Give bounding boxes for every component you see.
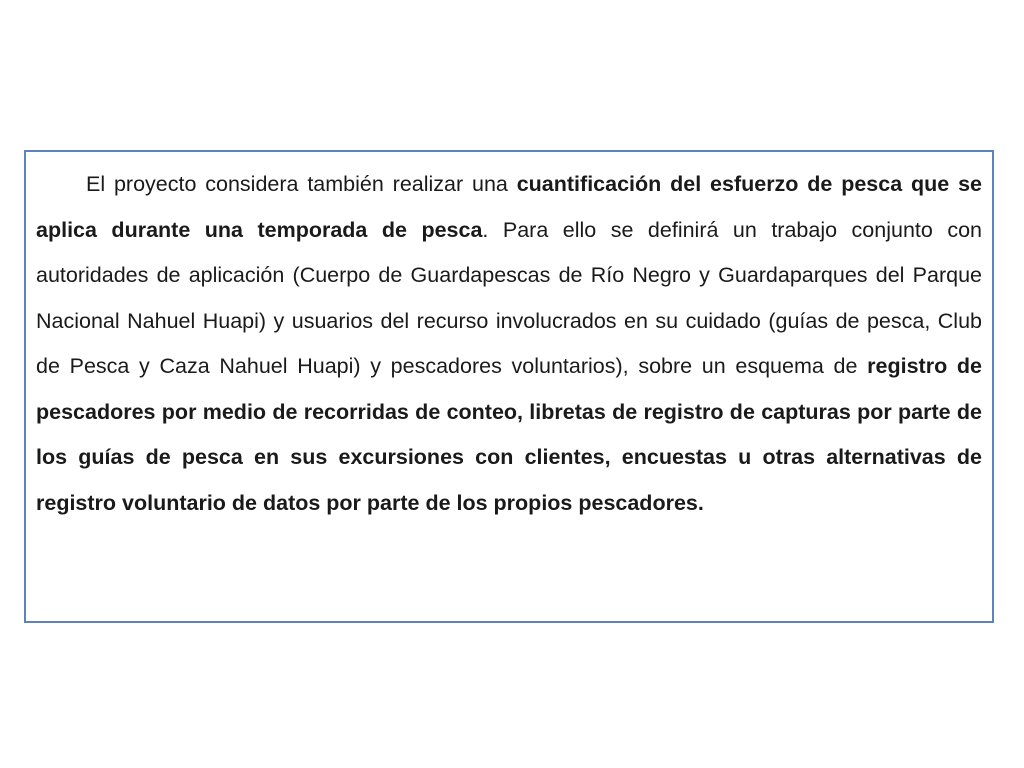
paragraph-segment-2: . Para ello se definirá un trabajo conjunto con autoridades de aplicación (Cuerpo de Guardapescas de Río Negro y Guardaparques del Parque Nacional Nahuel Huapi) y usuarios del recurso involucrados en su cuidado (guías de pesca, Club de Pesca y Caza Nahuel Huapi) y pescadores voluntarios), sobre un esquema de (36, 217, 982, 378)
body-paragraph (36, 162, 982, 526)
text-box (24, 150, 994, 623)
paragraph-segment-1: El proyecto considera también realizar una (86, 172, 517, 196)
paragraph-bold-2: registro de pescadores por medio de recorridas de conteo, libretas de registro de capturas por parte de los guías de pesca en sus excursiones con clientes, encuestas u otras alternativas de registro voluntario de datos por parte de los propios pescadores. (36, 354, 982, 515)
paragraph-bold-1: cuantificación del esfuerzo de pesca que se aplica durante una temporada de pesca (36, 172, 982, 242)
